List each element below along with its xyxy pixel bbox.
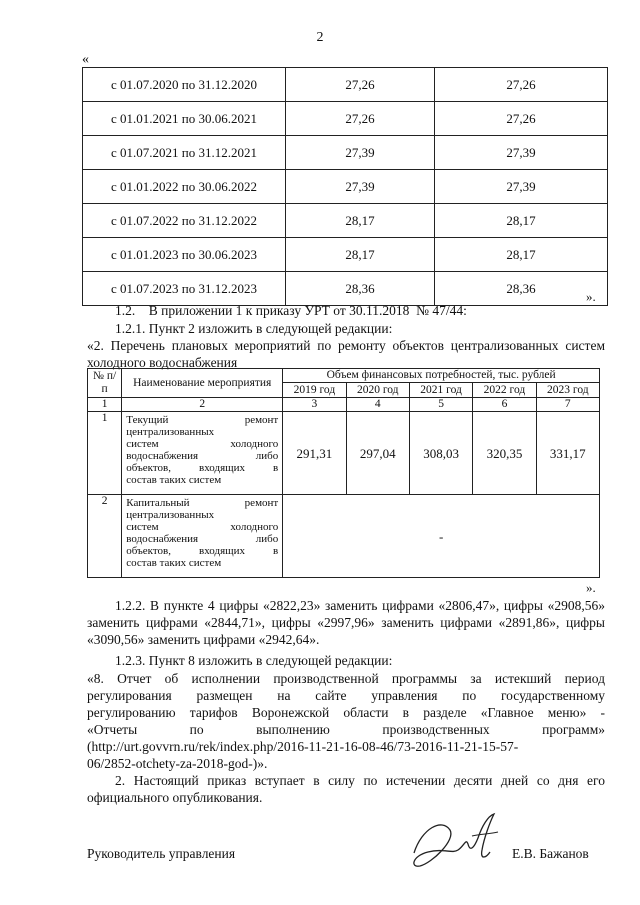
- list-title: «2. Перечень плановых мероприятий по ремонту объектов централизованных систем холодного водоснабжения: [87, 338, 605, 370]
- value-cell: 27,26: [286, 102, 435, 136]
- value-cell: 28,17: [286, 204, 435, 238]
- name-line: состав таких систем: [126, 474, 222, 486]
- value-cell: 27,26: [435, 102, 608, 136]
- name-line: состав таких систем: [126, 557, 222, 569]
- index-cell: 6: [473, 398, 536, 412]
- paragraph-2: 2. Настоящий приказ вступает в силу по истечении десяти дней со дня его официального опубликования.: [87, 773, 605, 805]
- paragraph-line: регулированию тарифов Воронежской области в разделе «Главное меню» -: [87, 705, 605, 720]
- table-row: [83, 238, 608, 272]
- table-row: [83, 272, 608, 306]
- index-cell: 5: [409, 398, 472, 412]
- page-number: 2: [316, 30, 324, 45]
- year-header: 2023 год: [536, 383, 599, 398]
- signature-role: Руководитель управления: [87, 846, 236, 861]
- value-cell: 28,36: [286, 272, 435, 306]
- table-row: [83, 102, 608, 136]
- rates-table: [82, 67, 608, 306]
- value-cell: 297,04: [346, 412, 409, 495]
- name-line: систем холодного: [126, 438, 279, 450]
- value-cell: 320,35: [473, 412, 536, 495]
- quote-open-mark: «: [82, 52, 89, 67]
- index-cell: 3: [283, 398, 346, 412]
- value-cell: 291,31: [283, 412, 346, 495]
- value-cell: 28,36: [435, 272, 608, 306]
- period-cell: с 01.01.2022 по 30.06.2022: [83, 170, 286, 204]
- year-header: 2022 год: [473, 383, 536, 398]
- name-line: объектов, входящих в: [126, 545, 279, 557]
- name-line: объектов, входящих в: [126, 462, 279, 474]
- paragraph-line: 06/2852-otchety-za-2018-god-)».: [87, 756, 268, 771]
- index-cell: 4: [346, 398, 409, 412]
- index-cell: 1: [88, 398, 122, 412]
- name-line: централизованных: [126, 426, 215, 438]
- header-name: Наименование мероприятия: [122, 369, 283, 398]
- row-num: 2: [88, 495, 122, 578]
- paragraph-1-2-2: 1.2.2. В пункте 4 цифры «2822,23» заменить цифрами «2806,47», цифры «2908,56» заменить цифрами «2844,71», цифры «2997,96» заменить цифрами «2891,86», цифры «3090,56» заменить цифрами «2942,64».: [87, 598, 605, 647]
- value-cell: 27,26: [435, 68, 608, 102]
- value-cell: 27,39: [286, 170, 435, 204]
- paragraph-1-2: 1.2. В приложении 1 к приказу УРТ от 30.11.2018 № 47/44:: [115, 303, 467, 318]
- value-cell: 28,17: [435, 204, 608, 238]
- table-row: [83, 136, 608, 170]
- name-line: систем холодного: [126, 521, 279, 533]
- paragraph-1-2-3: 1.2.3. Пункт 8 изложить в следующей редакции:: [115, 653, 393, 668]
- value-cell: 28,17: [435, 238, 608, 272]
- quote-close-mark-2: ».: [586, 580, 596, 595]
- year-header: 2020 год: [346, 383, 409, 398]
- table-row: [83, 68, 608, 102]
- value-cell: 27,39: [286, 136, 435, 170]
- paragraph-line: «Отчеты по выполнению производственных программ»: [87, 722, 605, 737]
- value-cell: 331,17: [536, 412, 599, 495]
- paragraph-line: «8. Отчет об исполнении производственной программы за истекший период: [87, 671, 605, 686]
- period-cell: с 01.01.2021 по 30.06.2021: [83, 102, 286, 136]
- index-cell: 2: [122, 398, 283, 412]
- signature-name: Е.В. Бажанов: [512, 846, 589, 861]
- paragraph-1-2-1: 1.2.1. Пункт 2 изложить в следующей редакции:: [115, 321, 393, 336]
- works-table: [87, 368, 600, 578]
- name-line: Капитальный ремонт: [126, 497, 279, 509]
- period-cell: с 01.07.2023 по 31.12.2023: [83, 272, 286, 306]
- row-name: [122, 412, 283, 495]
- header-num: № п/п: [88, 369, 122, 398]
- year-header: 2019 год: [283, 383, 346, 398]
- merged-value-cell: -: [283, 495, 600, 578]
- table-row: [83, 204, 608, 238]
- paragraph-line: регулирования размещен на сайте управления по государственному: [87, 688, 605, 703]
- quote-close-mark: ».: [586, 289, 596, 304]
- header-volume: Объем финансовых потребностей, тыс. рублей: [283, 369, 600, 383]
- value-cell: 27,26: [286, 68, 435, 102]
- name-line: Текущий ремонт: [126, 414, 279, 426]
- name-line: централизованных: [126, 509, 215, 521]
- period-cell: с 01.07.2022 по 31.12.2022: [83, 204, 286, 238]
- row-name: [122, 495, 283, 578]
- period-cell: с 01.01.2023 по 30.06.2023: [83, 238, 286, 272]
- value-cell: 28,17: [286, 238, 435, 272]
- table-row: [83, 170, 608, 204]
- index-cell: 7: [536, 398, 599, 412]
- paragraph-line: (http://urt.govvrn.ru/rek/index.php/2016-11-21-16-08-46/73-2016-11-21-15-57-: [87, 739, 519, 754]
- handwritten-signature: [402, 808, 502, 878]
- period-cell: с 01.07.2021 по 31.12.2021: [83, 136, 286, 170]
- name-line: водоснабжения либо: [126, 450, 279, 462]
- name-line: водоснабжения либо: [126, 533, 279, 545]
- period-cell: с 01.07.2020 по 31.12.2020: [83, 68, 286, 102]
- paragraph-8: [87, 670, 605, 772]
- value-cell: 27,39: [435, 136, 608, 170]
- value-cell: 308,03: [409, 412, 472, 495]
- year-header: 2021 год: [409, 383, 472, 398]
- value-cell: 27,39: [435, 170, 608, 204]
- row-num: 1: [88, 412, 122, 495]
